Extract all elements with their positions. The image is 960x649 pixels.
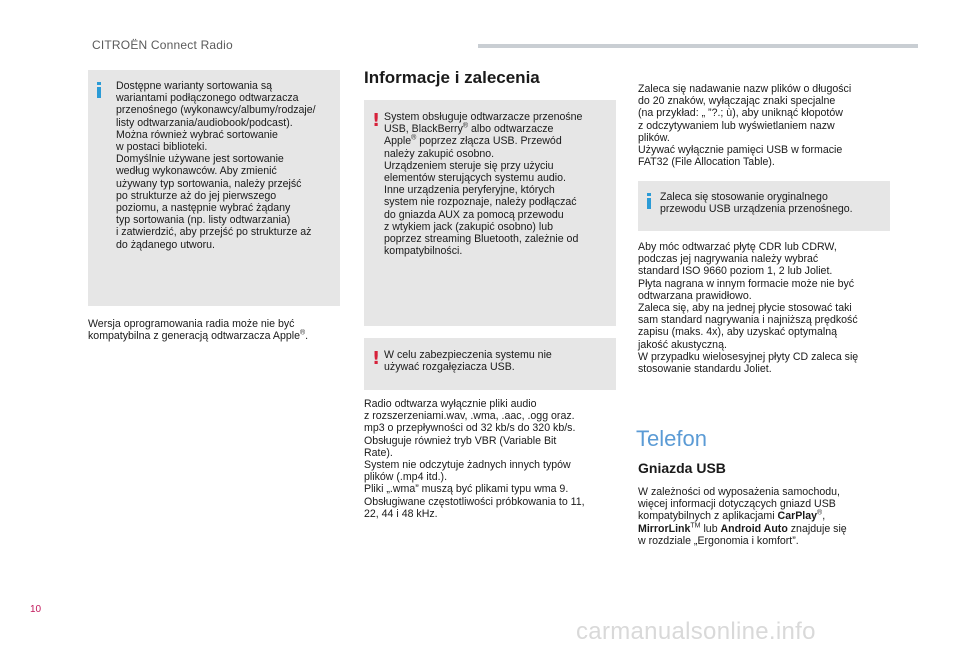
page-number: 10: [30, 604, 42, 615]
warning-icon: !: [372, 348, 381, 369]
info-box-sorting: [88, 70, 340, 306]
warning-box-text: W celu zabezpieczenia systemu nie używać rozgałęziacza USB.: [384, 349, 552, 374]
info-box-text: Dostępne warianty sortowania są wariantami podłączonego odtwarzacza przenośnego (wykonawcy/albumy/rodzaje/ listy odtwarzania/audiobook/podcast). Można również wybrać sortowanie w postaci biblioteki. Domyślnie używane jest sortowanie według wykonawców. Aby zmienić używany typ sortowania, należy przejść po strukturze aż do jej pierwszego poziomu, a następnie wybrać żądany typ sortowania (np. listy odtwarzania) i zatwierdzić, aby przejść po strukturze aż do żądanego utworu.: [116, 80, 316, 251]
info-icon: [96, 82, 102, 98]
cd-recording-paragraph: Aby móc odtwarzać płytę CDR lub CDRW, podczas jej nagrywania należy wybrać standard ISO 9660 poziom 1, 2 lub Joliet. Płyta nagrana w innym formacie może nie być odtwarzana prawidłowo. Zaleca się, aby na jednej płycie stosować taki sam standard nagrywania i najniższą prędkość zapisu (maks. 4x), aby uzyskać optymalną jakość akustyczną. W przypadku wielosesyjnej płyty CD zaleca się stosowanie standardu Joliet.: [638, 241, 859, 376]
warning-box-text: System obsługuje odtwarzacze przenośne USB, BlackBerry® albo odtwarzacze Apple® poprzez złącza USB. Przewód należy zakupić osobno. Urządzeniem steruje się przy użyciu elementów sterujących systemu audio. Inne urządzenia peryferyjne, których system nie rozpoznaje, należy podłączać do gniazda AUX za pomocą przewodu z wtykiem jack (zakupić osobno) lub poprzez streaming Bluetooth, zależnie od kompatybilności.: [384, 111, 583, 258]
warning-icon: !: [372, 110, 381, 131]
apple-compat-paragraph: Wersja oprogramowania radia może nie być kompatybilna z generacją odtwarzacza Apple®.: [88, 318, 309, 343]
info-icon: [646, 193, 652, 209]
usb-sockets-paragraph: W zależności od wyposażenia samochodu, więcej informacji dotyczących gniazd USB kompatybilnych z aplikacjami CarPlay®, MirrorLink™ lub Android Auto znajduje się w rozdziale „Ergonomia i komfort”.: [638, 486, 847, 547]
info-box-text: Zaleca się stosowanie oryginalnego przewodu USB urządzenia przenośnego.: [660, 191, 853, 216]
watermark: carmanualsonline.info: [576, 618, 816, 645]
warning-box-usb-hub: [364, 338, 616, 390]
warning-box-devices: [364, 100, 616, 326]
header-bar: [478, 44, 918, 48]
subsection-title-usb: Gniazda USB: [638, 460, 726, 476]
header-title: CITROËN Connect Radio: [92, 38, 233, 52]
file-names-paragraph: Zaleca się nadawanie nazw plików o długości do 20 znaków, wyłączając znaki specjalne (na przykład: „ ”?.; ù), aby uniknąć kłopotów z odczytywaniem lub wyświetlaniem nazw plików. Używać wyłącznie pamięci USB w formacie FAT32 (File Allocation Table).: [638, 83, 852, 169]
info-box-usb-cable: [638, 181, 890, 231]
audio-formats-paragraph: Radio odtwarza wyłącznie pliki audio z rozszerzeniami.wav, .wma, .aac, .ogg oraz. mp3 o przepływności od 32 kb/s do 320 kb/s. Obsługuje również tryb VBR (Variable Bit Rate). System nie odczytuje żadnych innych typów plików (.mp4 itd.). Pliki „.wma” muszą być plikami typu wma 9. Obsługiwane częstotliwości próbkowania to 11, 22, 44 i 48 kHz.: [364, 398, 585, 520]
section-title-info: Informacje i zalecenia: [364, 68, 540, 87]
section-title-telefon: Telefon: [636, 426, 707, 451]
